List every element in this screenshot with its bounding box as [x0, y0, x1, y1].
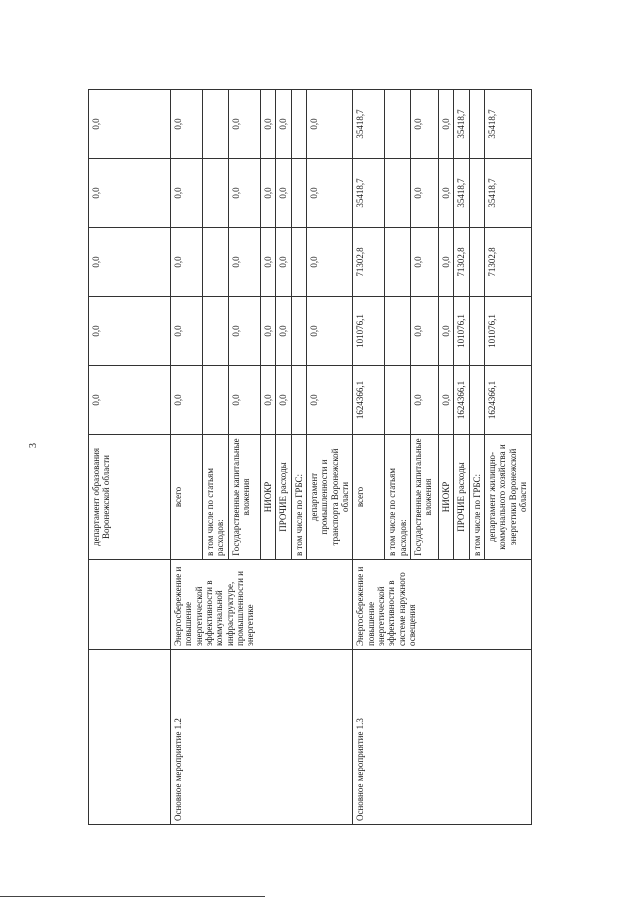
value-cell: 0,0 — [171, 297, 203, 366]
value-cell: 0,0 — [411, 297, 439, 366]
value-cell: 0,0 — [229, 228, 261, 297]
value-cell: 71302,8 — [353, 228, 385, 297]
source-cell: департамент промышленности и транспорта Воронежской области — [307, 435, 353, 560]
rotated-page — [88, 90, 529, 825]
empty-cell — [89, 650, 171, 825]
source-cell: Государственные капитальные вложения — [411, 435, 439, 560]
value-cell: 0,0 — [276, 159, 291, 228]
table-row — [353, 90, 385, 825]
funding-table — [88, 89, 532, 825]
value-cell: 0,0 — [229, 159, 261, 228]
value-cell: 0,0 — [89, 366, 171, 435]
value-cell — [291, 159, 306, 228]
source-cell: НИОКР — [261, 435, 276, 560]
value-cell — [385, 366, 411, 435]
table-row — [89, 90, 171, 825]
value-cell: 0,0 — [439, 228, 454, 297]
source-cell: Государственные капитальные вложения — [229, 435, 261, 560]
value-cell: 0,0 — [439, 297, 454, 366]
value-cell: 101076,1 — [353, 297, 385, 366]
value-cell: 35418,7 — [454, 159, 469, 228]
value-cell: 0,0 — [411, 366, 439, 435]
value-cell — [385, 297, 411, 366]
table-row — [171, 90, 203, 825]
value-cell — [291, 297, 306, 366]
value-cell: 0,0 — [229, 366, 261, 435]
value-cell — [203, 228, 229, 297]
measure-label: Основное мероприятие 1.2 — [171, 650, 353, 825]
value-cell: 71302,8 — [485, 228, 531, 297]
source-cell: в том числе по ГРБС: — [469, 435, 484, 560]
value-cell: 1624366,1 — [353, 366, 385, 435]
page-number: 3 — [28, 443, 39, 448]
measure-name: Энергосбережение и повышение энергетической эффективности в системе наружного освещения — [353, 560, 531, 650]
value-cell — [203, 90, 229, 159]
value-cell — [291, 90, 306, 159]
value-cell: 0,0 — [261, 366, 276, 435]
value-cell: 0,0 — [89, 159, 171, 228]
value-cell — [203, 159, 229, 228]
value-cell: 35418,7 — [454, 90, 469, 159]
value-cell: 0,0 — [439, 366, 454, 435]
measure-name: Энергосбережение и повышение энергетической эффективности в коммунальной инфраструктуре, промышленности и энергетике — [171, 560, 353, 650]
value-cell: 0,0 — [307, 90, 353, 159]
value-cell: 0,0 — [439, 90, 454, 159]
value-cell: 0,0 — [276, 366, 291, 435]
value-cell: 0,0 — [276, 297, 291, 366]
value-cell: 101076,1 — [485, 297, 531, 366]
value-cell: 0,0 — [171, 90, 203, 159]
value-cell — [385, 90, 411, 159]
value-cell: 0,0 — [171, 228, 203, 297]
value-cell: 0,0 — [89, 297, 171, 366]
value-cell — [291, 228, 306, 297]
value-cell: 0,0 — [411, 159, 439, 228]
value-cell: 35418,7 — [353, 90, 385, 159]
value-cell: 0,0 — [261, 159, 276, 228]
value-cell — [291, 366, 306, 435]
source-cell: НИОКР — [439, 435, 454, 560]
value-cell: 0,0 — [261, 90, 276, 159]
value-cell — [203, 297, 229, 366]
value-cell: 1624366,1 — [454, 366, 469, 435]
value-cell — [469, 159, 484, 228]
value-cell: 0,0 — [307, 228, 353, 297]
value-cell: 0,0 — [276, 90, 291, 159]
value-cell: 0,0 — [171, 366, 203, 435]
source-cell: в том числе по ГРБС: — [291, 435, 306, 560]
value-cell: 101076,1 — [454, 297, 469, 366]
source-cell: в том числе по статьям расходов: — [385, 435, 411, 560]
value-cell: 0,0 — [89, 228, 171, 297]
value-cell: 0,0 — [411, 228, 439, 297]
value-cell: 0,0 — [307, 366, 353, 435]
source-cell: всего — [353, 435, 385, 560]
value-cell: 0,0 — [307, 297, 353, 366]
value-cell — [469, 366, 484, 435]
value-cell — [469, 297, 484, 366]
value-cell: 0,0 — [307, 159, 353, 228]
value-cell — [469, 90, 484, 159]
value-cell: 0,0 — [276, 228, 291, 297]
value-cell — [469, 228, 484, 297]
value-cell — [385, 159, 411, 228]
value-cell: 0,0 — [261, 228, 276, 297]
value-cell — [203, 366, 229, 435]
source-cell: в том числе по статьям расходов: — [203, 435, 229, 560]
value-cell: 0,0 — [89, 90, 171, 159]
empty-cell — [89, 560, 171, 650]
source-cell: ПРОЧИЕ расходы — [454, 435, 469, 560]
measure-label: Основное мероприятие 1.3 — [353, 650, 531, 825]
value-cell: 0,0 — [411, 90, 439, 159]
value-cell: 35418,7 — [353, 159, 385, 228]
value-cell: 35418,7 — [485, 90, 531, 159]
value-cell: 35418,7 — [485, 159, 531, 228]
value-cell: 0,0 — [229, 90, 261, 159]
source-cell: ПРОЧИЕ расходы — [276, 435, 291, 560]
value-cell: 0,0 — [229, 297, 261, 366]
footer-rule — [0, 896, 265, 897]
value-cell: 0,0 — [171, 159, 203, 228]
source-cell: департамент жилищно-коммунального хозяйства и энергетики Воронежской области — [485, 435, 531, 560]
value-cell: 0,0 — [261, 297, 276, 366]
dept-cell: департамент образования Воронежской области — [89, 435, 171, 560]
source-cell: всего — [171, 435, 203, 560]
value-cell: 1624366,1 — [485, 366, 531, 435]
value-cell — [385, 228, 411, 297]
value-cell: 0,0 — [439, 159, 454, 228]
value-cell: 71302,8 — [454, 228, 469, 297]
